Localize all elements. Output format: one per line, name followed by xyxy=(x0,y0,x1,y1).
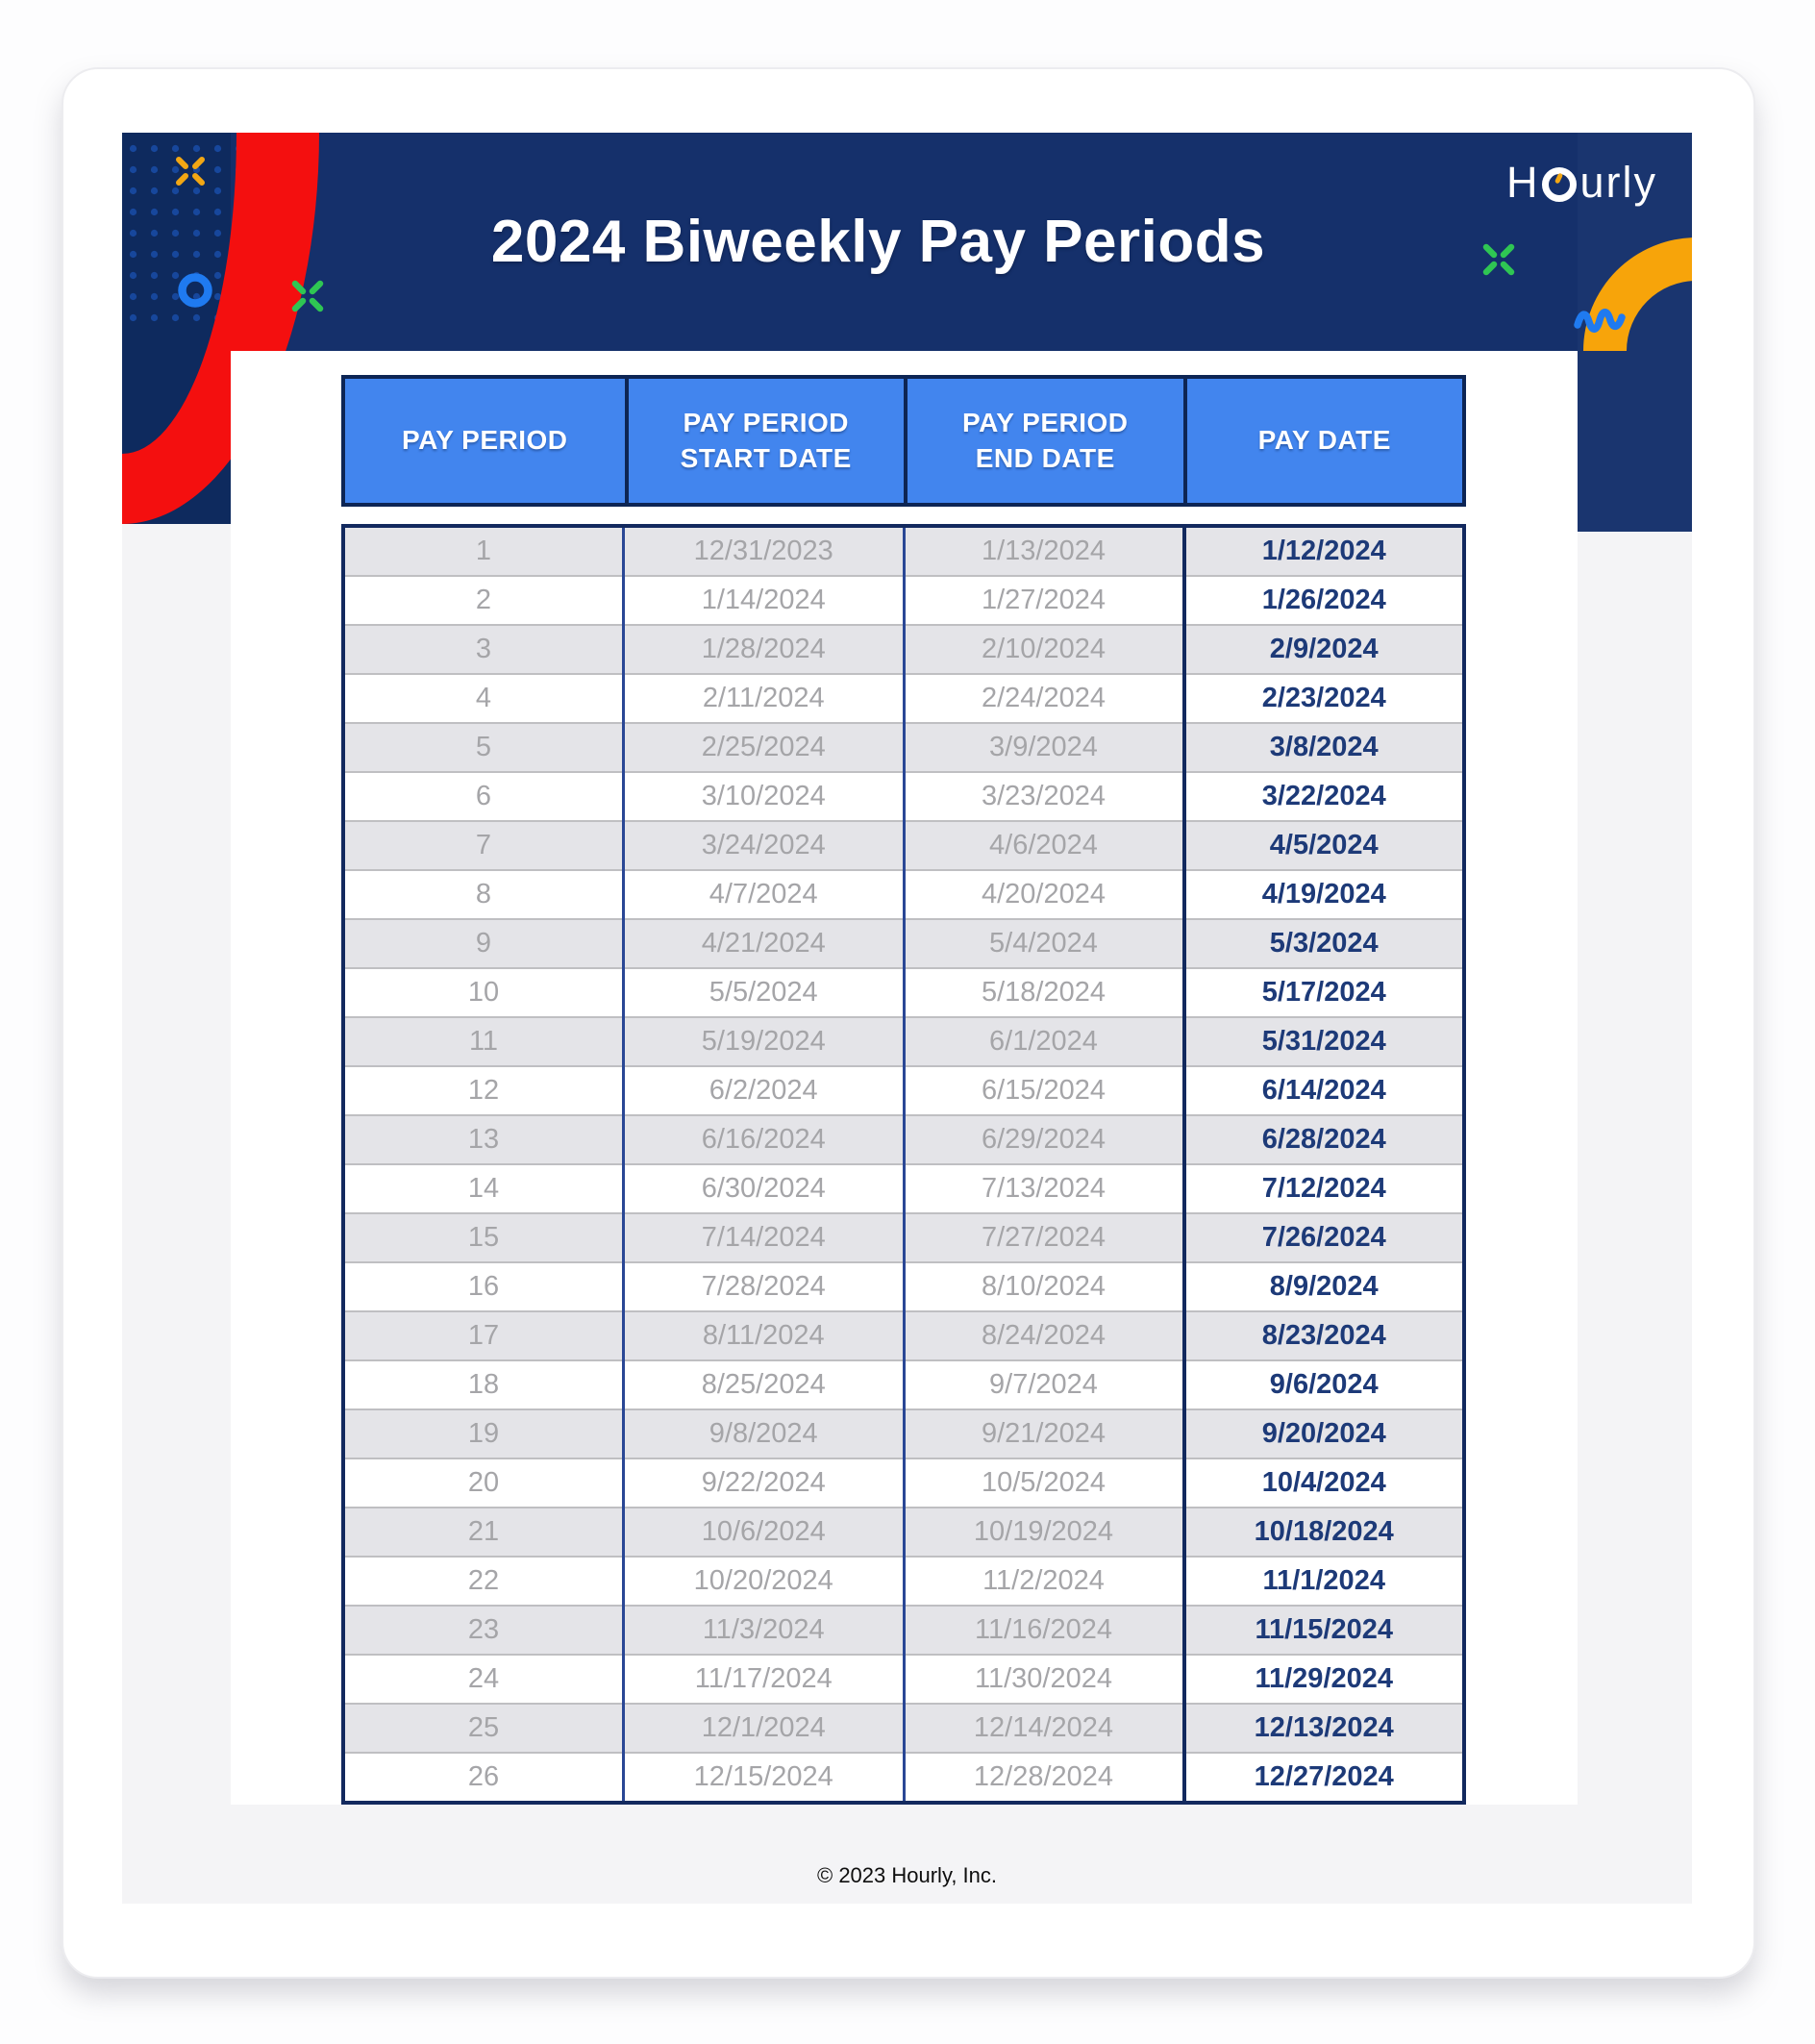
table-cell: 8/25/2024 xyxy=(624,1360,905,1409)
table-row xyxy=(343,1753,1464,1803)
pay-date-cell: 7/12/2024 xyxy=(1184,1164,1465,1213)
table-cell: 6/29/2024 xyxy=(904,1115,1184,1164)
table-cell: 23 xyxy=(343,1606,624,1655)
pay-date-cell: 11/1/2024 xyxy=(1184,1557,1465,1606)
pay-date-cell: 10/4/2024 xyxy=(1184,1458,1465,1508)
table-cell: 7/14/2024 xyxy=(624,1213,905,1262)
table-cell: 11/30/2024 xyxy=(904,1655,1184,1704)
clock-hand-icon xyxy=(1554,172,1563,184)
table-cell: 10 xyxy=(343,968,624,1017)
table-cell: 1/13/2024 xyxy=(904,526,1184,576)
pay-periods-table xyxy=(341,375,1466,1805)
table-cell: 6/15/2024 xyxy=(904,1066,1184,1115)
table-cell: 10/6/2024 xyxy=(624,1508,905,1557)
table-row xyxy=(343,1409,1464,1458)
table-row xyxy=(343,1360,1464,1409)
pay-date-cell: 3/8/2024 xyxy=(1184,723,1465,772)
table-cell: 6/1/2024 xyxy=(904,1017,1184,1066)
table-row xyxy=(343,1115,1464,1164)
table-cell: 5/4/2024 xyxy=(904,919,1184,968)
table-cell: 2/25/2024 xyxy=(624,723,905,772)
logo-text-right: urly xyxy=(1579,158,1657,207)
pay-date-cell: 3/22/2024 xyxy=(1184,772,1465,821)
table-cell: 11/16/2024 xyxy=(904,1606,1184,1655)
column-header-pay-period: PAY PERIOD xyxy=(401,425,568,456)
table-cell: 13 xyxy=(343,1115,624,1164)
table-cell: 9 xyxy=(343,919,624,968)
flyer xyxy=(122,133,1692,1904)
table-cell: 12/1/2024 xyxy=(624,1704,905,1753)
table-cell: 16 xyxy=(343,1262,624,1311)
table-cell: 11/17/2024 xyxy=(624,1655,905,1704)
flyer-card xyxy=(62,67,1755,1979)
table-cell: 24 xyxy=(343,1655,624,1704)
table-row xyxy=(343,1606,1464,1655)
table-cell: 18 xyxy=(343,1360,624,1409)
table-row xyxy=(343,625,1464,674)
pay-date-cell: 7/26/2024 xyxy=(1184,1213,1465,1262)
pay-date-cell: 4/19/2024 xyxy=(1184,870,1465,919)
table-row xyxy=(343,1066,1464,1115)
table-body xyxy=(341,524,1466,1805)
pay-date-cell: 2/23/2024 xyxy=(1184,674,1465,723)
table-cell: 3/24/2024 xyxy=(624,821,905,870)
clock-o-icon xyxy=(1542,167,1577,202)
table-cell: 1/27/2024 xyxy=(904,576,1184,625)
table-cell: 1 xyxy=(475,536,492,566)
table-cell: 3 xyxy=(343,625,624,674)
pay-date-cell: 2/9/2024 xyxy=(1184,625,1465,674)
pay-date-cell: 10/18/2024 xyxy=(1184,1508,1465,1557)
table-row xyxy=(343,1311,1464,1360)
table-cell: 1/14/2024 xyxy=(624,576,905,625)
table-cell: 2/10/2024 xyxy=(904,625,1184,674)
pay-date-cell: 9/6/2024 xyxy=(1184,1360,1465,1409)
table-row xyxy=(343,1262,1464,1311)
table-cell: 26 xyxy=(343,1753,624,1803)
table-cell: 7/27/2024 xyxy=(904,1213,1184,1262)
table-cell: 4/6/2024 xyxy=(904,821,1184,870)
pay-date-cell: 1/26/2024 xyxy=(1184,576,1465,625)
table-cell: 10/19/2024 xyxy=(904,1508,1184,1557)
table-row xyxy=(343,1458,1464,1508)
table-cell: 9/7/2024 xyxy=(904,1360,1184,1409)
table-cell: 25 xyxy=(343,1704,624,1753)
table-row xyxy=(343,674,1464,723)
table-cell: 6/16/2024 xyxy=(624,1115,905,1164)
table-row xyxy=(343,968,1464,1017)
column-header-end-date: PAY PERIOD END DATE xyxy=(904,379,1183,503)
table-row xyxy=(343,1704,1464,1753)
table-cell: 7 xyxy=(343,821,624,870)
table-row xyxy=(343,919,1464,968)
table-cell: 12/31/2023 xyxy=(624,526,905,576)
table-cell: 1/28/2024 xyxy=(624,625,905,674)
copyright-text: © 2023 Hourly, Inc. xyxy=(817,1863,997,1887)
pay-date-cell: 5/31/2024 xyxy=(1184,1017,1465,1066)
table-cell: 3/10/2024 xyxy=(624,772,905,821)
table-cell: 5/18/2024 xyxy=(904,968,1184,1017)
table-header-row xyxy=(341,375,1466,507)
pay-date-cell: 8/23/2024 xyxy=(1184,1311,1465,1360)
table-cell: 10/5/2024 xyxy=(904,1458,1184,1508)
table-cell: 9/22/2024 xyxy=(624,1458,905,1508)
table-cell: 4/20/2024 xyxy=(904,870,1184,919)
page-title: 2024 Biweekly Pay Periods xyxy=(490,209,1266,275)
table-cell: 14 xyxy=(343,1164,624,1213)
table-cell: 8 xyxy=(343,870,624,919)
table-cell: 17 xyxy=(343,1311,624,1360)
table-row xyxy=(343,1655,1464,1704)
pay-date-cell: 9/20/2024 xyxy=(1184,1409,1465,1458)
table-cell: 5/5/2024 xyxy=(624,968,905,1017)
table-cell: 2 xyxy=(343,576,624,625)
table-row xyxy=(343,576,1464,625)
table-row xyxy=(343,772,1464,821)
table-cell: 6 xyxy=(343,772,624,821)
table-cell: 8/11/2024 xyxy=(624,1311,905,1360)
pay-date-cell: 5/3/2024 xyxy=(1184,919,1465,968)
pay-date-cell: 12/13/2024 xyxy=(1184,1704,1465,1753)
pay-date-cell: 6/28/2024 xyxy=(1184,1115,1465,1164)
table-cell: 4 xyxy=(343,674,624,723)
table-cell: 11/3/2024 xyxy=(624,1606,905,1655)
pay-date-cell: 5/17/2024 xyxy=(1184,968,1465,1017)
table-cell: 4/21/2024 xyxy=(624,919,905,968)
table-cell: 8/10/2024 xyxy=(904,1262,1184,1311)
table-cell: 7/28/2024 xyxy=(624,1262,905,1311)
table-cell: 2/24/2024 xyxy=(904,674,1184,723)
table-cell: 2/11/2024 xyxy=(624,674,905,723)
table-row xyxy=(343,1164,1464,1213)
table-cell: 10/20/2024 xyxy=(624,1557,905,1606)
table-cell: 12/15/2024 xyxy=(624,1753,905,1803)
table-cell: 21 xyxy=(343,1508,624,1557)
table-cell: 3/23/2024 xyxy=(904,772,1184,821)
pay-date-cell: 6/14/2024 xyxy=(1184,1066,1465,1115)
logo-text-left: H xyxy=(1505,158,1540,207)
table-row xyxy=(343,1508,1464,1557)
table-cell: 12/28/2024 xyxy=(904,1753,1184,1803)
table-cell: 22 xyxy=(343,1557,624,1606)
table-row xyxy=(343,1557,1464,1606)
table-cell: 19 xyxy=(343,1409,624,1458)
pay-date-cell: 4/5/2024 xyxy=(1184,821,1465,870)
table-cell: 6/2/2024 xyxy=(624,1066,905,1115)
table-cell: 12 xyxy=(343,1066,624,1115)
column-header-pay-date: PAY DATE xyxy=(1183,379,1463,503)
table-cell: 12/14/2024 xyxy=(904,1704,1184,1753)
table-cell: 6/30/2024 xyxy=(624,1164,905,1213)
pay-date-cell: 1/12/2024 xyxy=(1184,526,1465,576)
table-cell: 7/13/2024 xyxy=(904,1164,1184,1213)
table-row xyxy=(343,723,1464,772)
pay-date-cell: 11/29/2024 xyxy=(1184,1655,1465,1704)
table-cell: 5 xyxy=(343,723,624,772)
table-cell: 9/8/2024 xyxy=(624,1409,905,1458)
pay-date-cell: 12/27/2024 xyxy=(1184,1753,1465,1803)
table-row xyxy=(343,1213,1464,1262)
table-cell: 11/2/2024 xyxy=(904,1557,1184,1606)
table-cell: 9/21/2024 xyxy=(904,1409,1184,1458)
column-header-start-date: PAY PERIOD START DATE xyxy=(625,379,905,503)
table-cell: 8/24/2024 xyxy=(904,1311,1184,1360)
table-cell: 20 xyxy=(343,1458,624,1508)
table-cell: 3/9/2024 xyxy=(904,723,1184,772)
pay-date-cell: 8/9/2024 xyxy=(1184,1262,1465,1311)
table-row xyxy=(343,1017,1464,1066)
table-cell: 15 xyxy=(343,1213,624,1262)
table-row xyxy=(343,526,1464,576)
pay-date-cell: 11/15/2024 xyxy=(1184,1606,1465,1655)
table-row xyxy=(343,821,1464,870)
table-row xyxy=(343,870,1464,919)
table-cell: 4/7/2024 xyxy=(624,870,905,919)
table-cell: 5/19/2024 xyxy=(624,1017,905,1066)
hourly-logo xyxy=(1506,156,1657,210)
table-cell: 11 xyxy=(343,1017,624,1066)
